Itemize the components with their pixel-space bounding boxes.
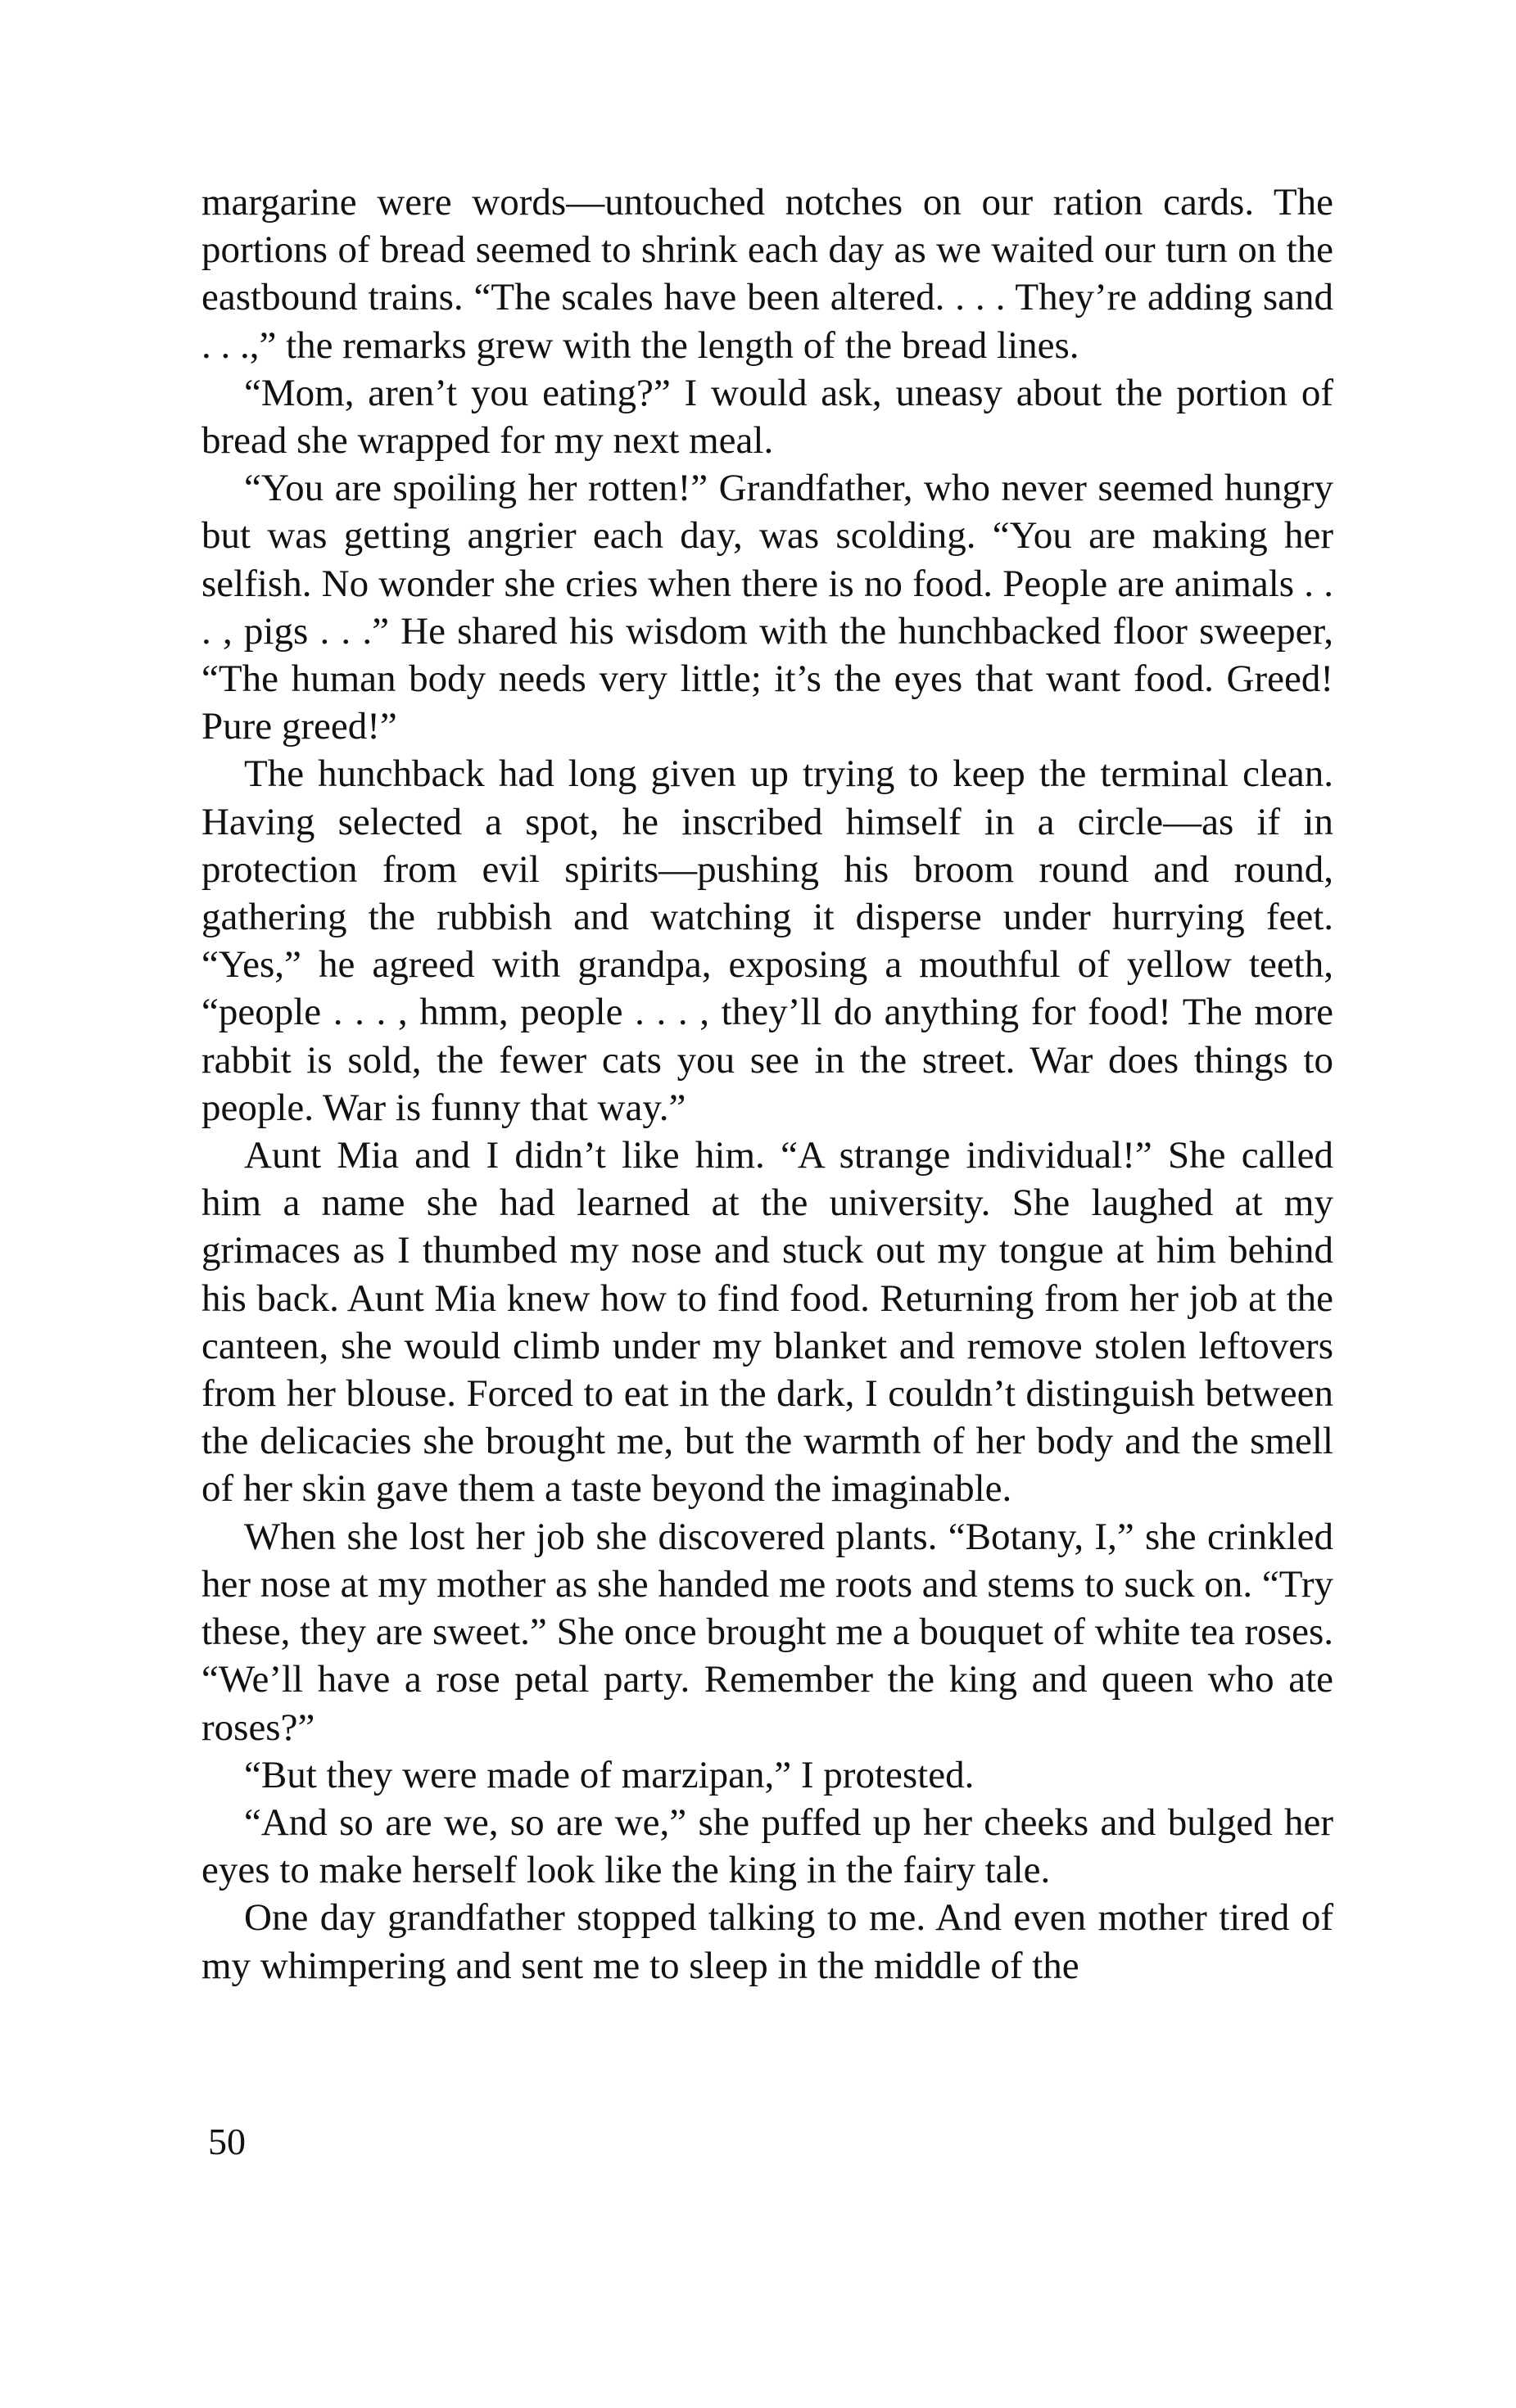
- paragraph-8: “And so are we, so are we,” she puffed up her cheeks and bulged her eyes to make herself look like the king in the fairy tale.: [201, 1800, 1333, 1892]
- paragraph-6: When she lost her job she discovered plants. “Botany, I,” she crinkled her nose at my mother as she handed me roots and stems to suck on. “Try these, they are sweet.” She once brought me a bouquet of white tea roses. “We’ll have a rose petal party. Remember the king and queen who ate roses?”: [201, 1515, 1333, 1749]
- paragraph-9: One day grandfather stopped talking to me. And even mother tired of my whimpering and sent me to sleep in the middle of the: [201, 1896, 1333, 1987]
- paragraph-3: “You are spoiling her rotten!” Grandfather, who never seemed hungry but was getting angrier each day, was scolding. “You are making her selfish. No wonder she cries when there is no food. People are animals . . . , pigs . . .” He shared his wisdom with the hunchbacked floor sweeper, “The human body needs very little; it’s the eyes that want food. Greed! Pure greed!”: [201, 467, 1333, 748]
- page-number: 50: [208, 2121, 246, 2162]
- paragraph-7: “But they were made of marzipan,” I protested.: [244, 1753, 975, 1796]
- paragraph-4: The hunchback had long given up trying to keep the terminal clean. Having selected a spot, he inscribed himself in a circle—as if in protection from evil spirits—pushing his broom round and round, gathering the rubbish and watching it disperse under hurrying feet. “Yes,” he agreed with grandpa, exposing a mouthful of yellow teeth, “people . . . , hmm, people . . . , they’ll do anything for food! The more rabbit is sold, the fewer cats you see in the street. War does things to people. War is funny that way.”: [201, 752, 1333, 1129]
- paragraph-5: Aunt Mia and I didn’t like him. “A strange individual!” She called him a name she had learned at the university. She laughed at my grimaces as I thumbed my nose and stuck out my tongue at him behind his back. Aunt Mia knew how to find food. Returning from her job at the canteen, she would climb under my blanket and remove stolen leftovers from her blouse. Forced to eat in the dark, I couldn’t distinguish between the delicacies she brought me, but the warmth of her body and the smell of her skin gave them a taste beyond the imaginable.: [201, 1134, 1333, 1511]
- paragraph-1: margarine were words—untouched notches on our ration cards. The portions of bread seemed to shrink each day as we waited our turn on the eastbound trains. “The scales have been altered. . . . They’re adding sand . . .,” the remarks grew with the length of the bread lines.: [201, 181, 1333, 367]
- paragraph-2: “Mom, aren’t you eating?” I would ask, uneasy about the portion of bread she wrapped for my next meal.: [201, 371, 1333, 463]
- body-text: [201, 178, 1333, 1990]
